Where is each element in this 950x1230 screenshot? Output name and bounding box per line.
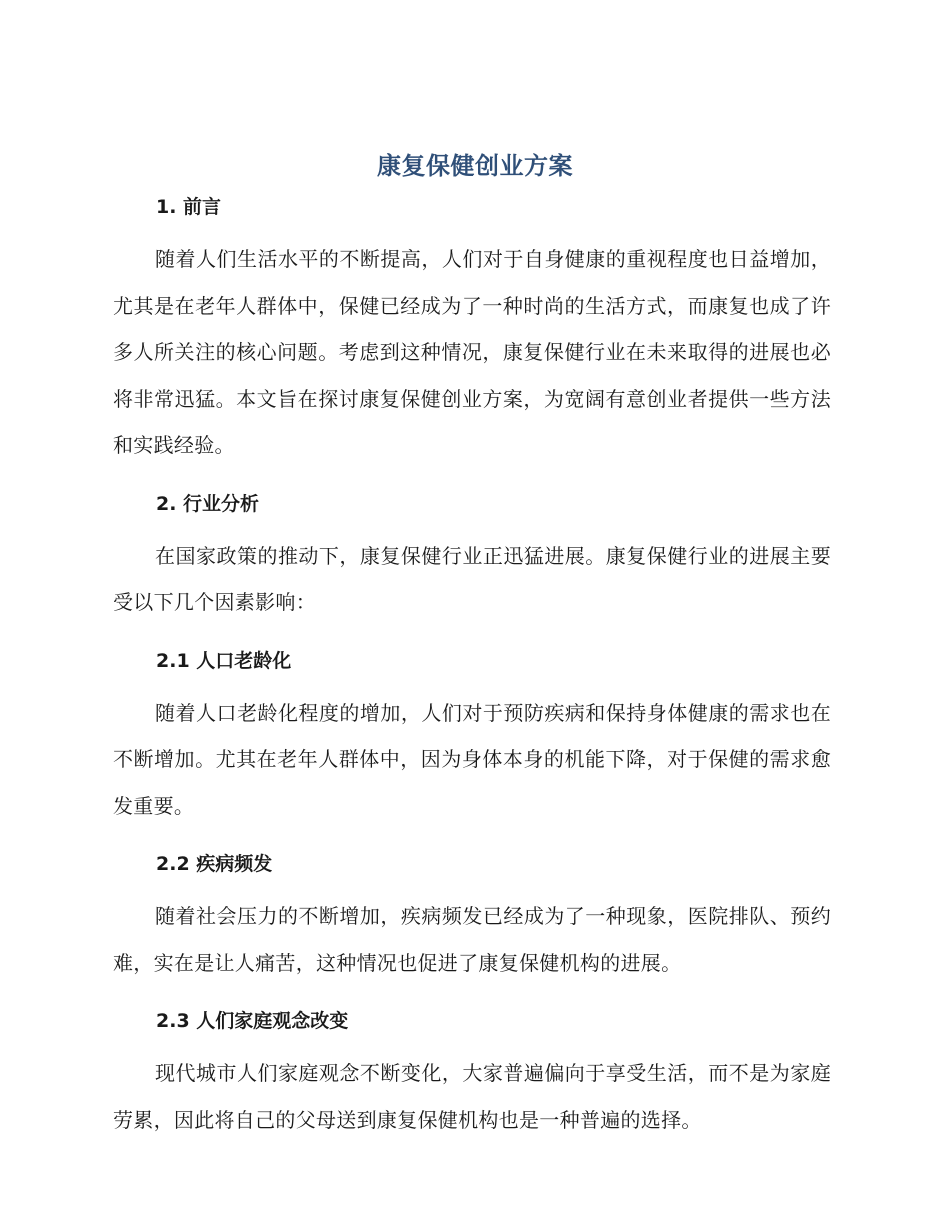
section-heading-aging-population: 2.1 人口老龄化 bbox=[156, 649, 292, 672]
document-title: 康复保健创业方案 bbox=[377, 152, 573, 180]
section-paragraph-industry-analysis: 在国家政策的推动下，康复保健行业正迅猛进展。康复保健行业的进展主要受以下几个因素影响： bbox=[113, 543, 831, 614]
section-paragraph-family-values: 现代城市人们家庭观念不断变化，大家普遍偏向于享受生活，而不是为家庭劳累，因此将自己的父母送到康复保健机构也是一种普遍的选择。 bbox=[113, 1061, 831, 1132]
document-body bbox=[113, 190, 831, 1143]
section-heading-frequent-disease: 2.2 疾病频发 bbox=[156, 853, 273, 875]
section-paragraph-frequent-disease: 随着社会压力的不断增加，疾病频发已经成为了一种现象，医院排队、预约难，实在是让人痛苦，这种情况也促进了康复保健机构的进展。 bbox=[113, 904, 831, 975]
section-heading-preface: 1. 前言 bbox=[156, 196, 222, 218]
section-heading-industry-analysis: 2. 行业分析 bbox=[156, 492, 260, 515]
section-paragraph-preface: 随着人们生活水平的不断提高，人们对于自身健康的重视程度也日益增加，尤其是在老年人群体中，保健已经成为了一种时尚的生活方式，而康复也成了许多人所关注的核心问题。考虑到这种情况，康复保健行业在未来取得的进展也必将非常迅猛。本文旨在探讨康复保健创业方案，为宽阔有意创业者提供一些方法和实践经验。 bbox=[113, 247, 831, 457]
section-heading-family-values: 2.3 人们家庭观念改变 bbox=[156, 1010, 349, 1032]
section-paragraph-aging-population: 随着人口老龄化程度的增加，人们对于预防疾病和保持身体健康的需求也在不断增加。尤其在老年人群体中，因为身体本身的机能下降，对于保健的需求愈发重要。 bbox=[113, 700, 831, 818]
